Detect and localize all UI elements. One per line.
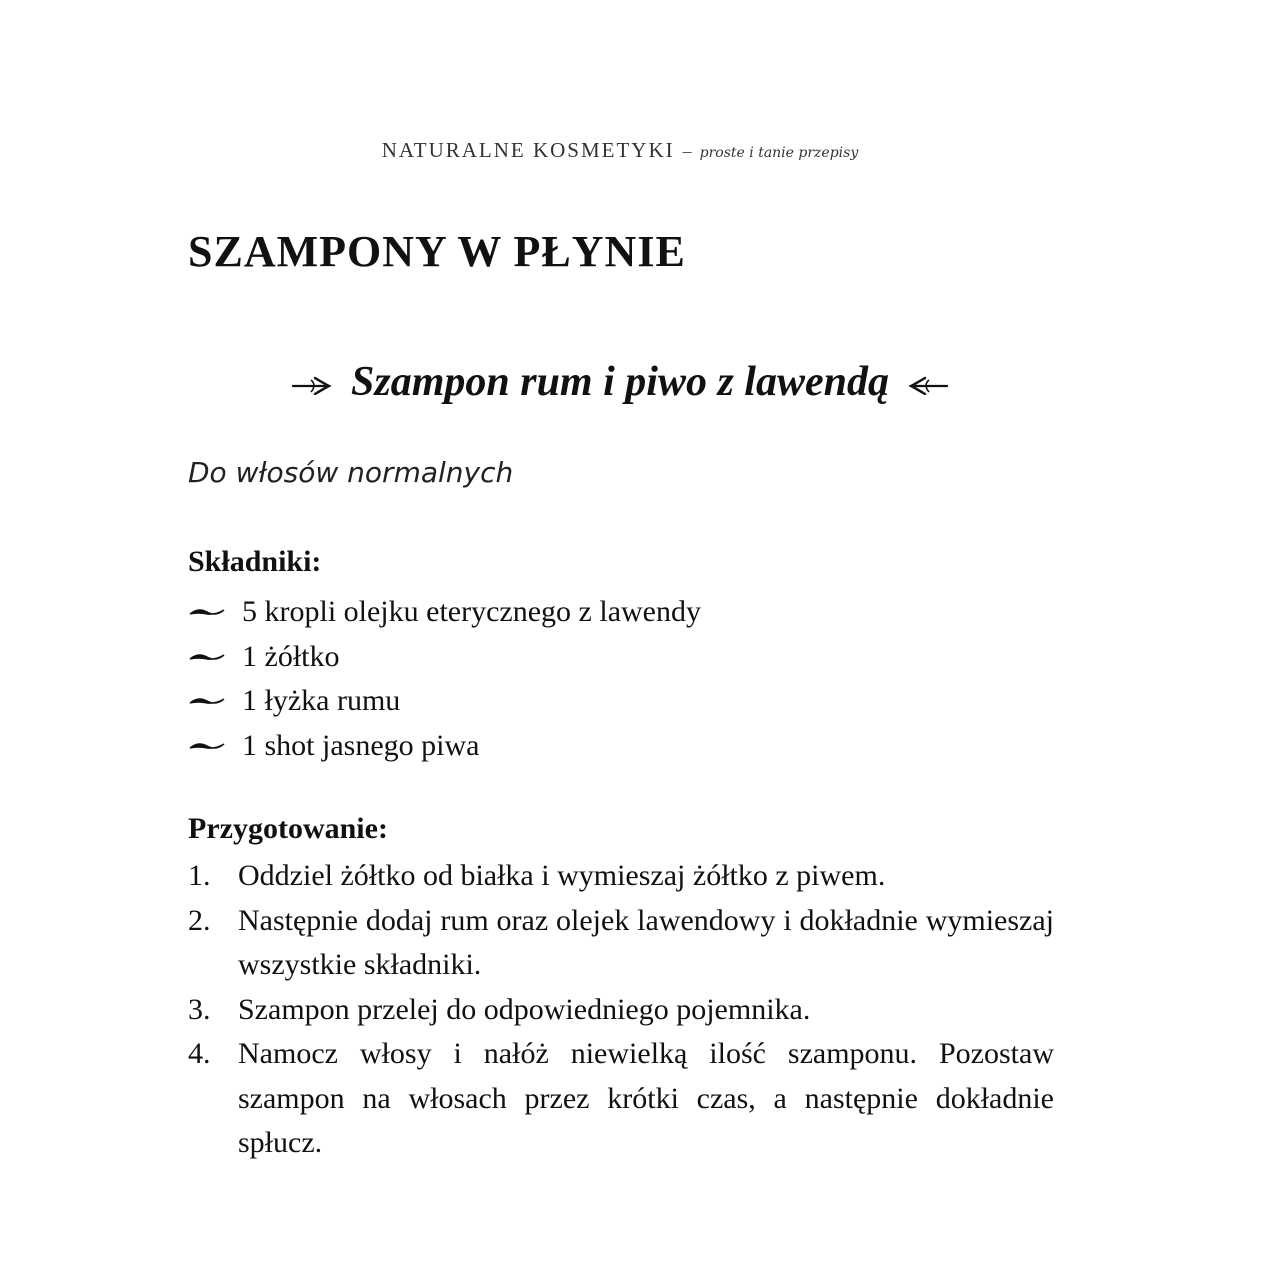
ingredient-item <box>188 635 701 680</box>
leaf-flourish-bullet-icon <box>188 650 226 664</box>
running-header <box>0 138 1240 163</box>
step-text: Szampon przelej do odpowiedniego pojemnika. <box>238 992 811 1026</box>
book-title: NATURALNE KOSMETYKI <box>381 138 675 162</box>
preparation-steps-list <box>188 854 1054 1166</box>
ingredient-item <box>188 590 701 635</box>
preparation-step <box>188 899 1054 988</box>
step-number: 4. <box>188 1037 211 1070</box>
ingredients-heading: Składniki: <box>188 545 322 578</box>
hair-type-label: Do włosów normalnych <box>188 456 514 489</box>
leaf-flourish-bullet-icon <box>188 739 226 753</box>
recipe-title: Szampon rum i piwo z lawendą <box>351 359 889 405</box>
left-arrow-flourish-icon <box>907 375 949 395</box>
header-separator: – <box>682 141 692 161</box>
recipe-title-row <box>0 358 1240 406</box>
step-number: 3. <box>188 992 211 1026</box>
preparation-step <box>188 988 1054 1033</box>
step-text: Namocz włosy i nałóż niewielką ilość szamponu. Pozostaw szampon na włosach przez krótki czas, a następnie dokładnie spłucz. <box>238 1037 1054 1159</box>
ingredient-item <box>188 724 701 769</box>
ingredient-item <box>188 679 701 724</box>
ingredient-text: 5 kropli olejku eterycznego z lawendy <box>242 595 701 629</box>
ingredient-text: 1 żółtko <box>242 639 340 673</box>
step-number: 1. <box>188 859 211 892</box>
ingredient-text: 1 łyżka rumu <box>242 684 401 718</box>
book-subtitle: proste i tanie przepisy <box>699 145 859 161</box>
leaf-flourish-bullet-icon <box>188 605 226 619</box>
ingredients-list <box>188 590 701 768</box>
ingredient-text: 1 shot jasnego piwa <box>242 728 480 762</box>
chapter-title: SZAMPONY W PŁYNIE <box>188 227 686 276</box>
right-arrow-flourish-icon <box>291 375 333 395</box>
step-text: Oddziel żółtko od białka i wymieszaj żółtko z piwem. <box>238 859 886 892</box>
step-text: Następnie dodaj rum oraz olejek lawendowy i dokładnie wymieszaj wszystkie składniki. <box>238 903 1054 981</box>
preparation-step <box>188 854 1054 899</box>
preparation-heading: Przygotowanie: <box>188 812 388 845</box>
preparation-step <box>188 1032 1054 1166</box>
step-number: 2. <box>188 903 211 937</box>
leaf-flourish-bullet-icon <box>188 694 226 708</box>
